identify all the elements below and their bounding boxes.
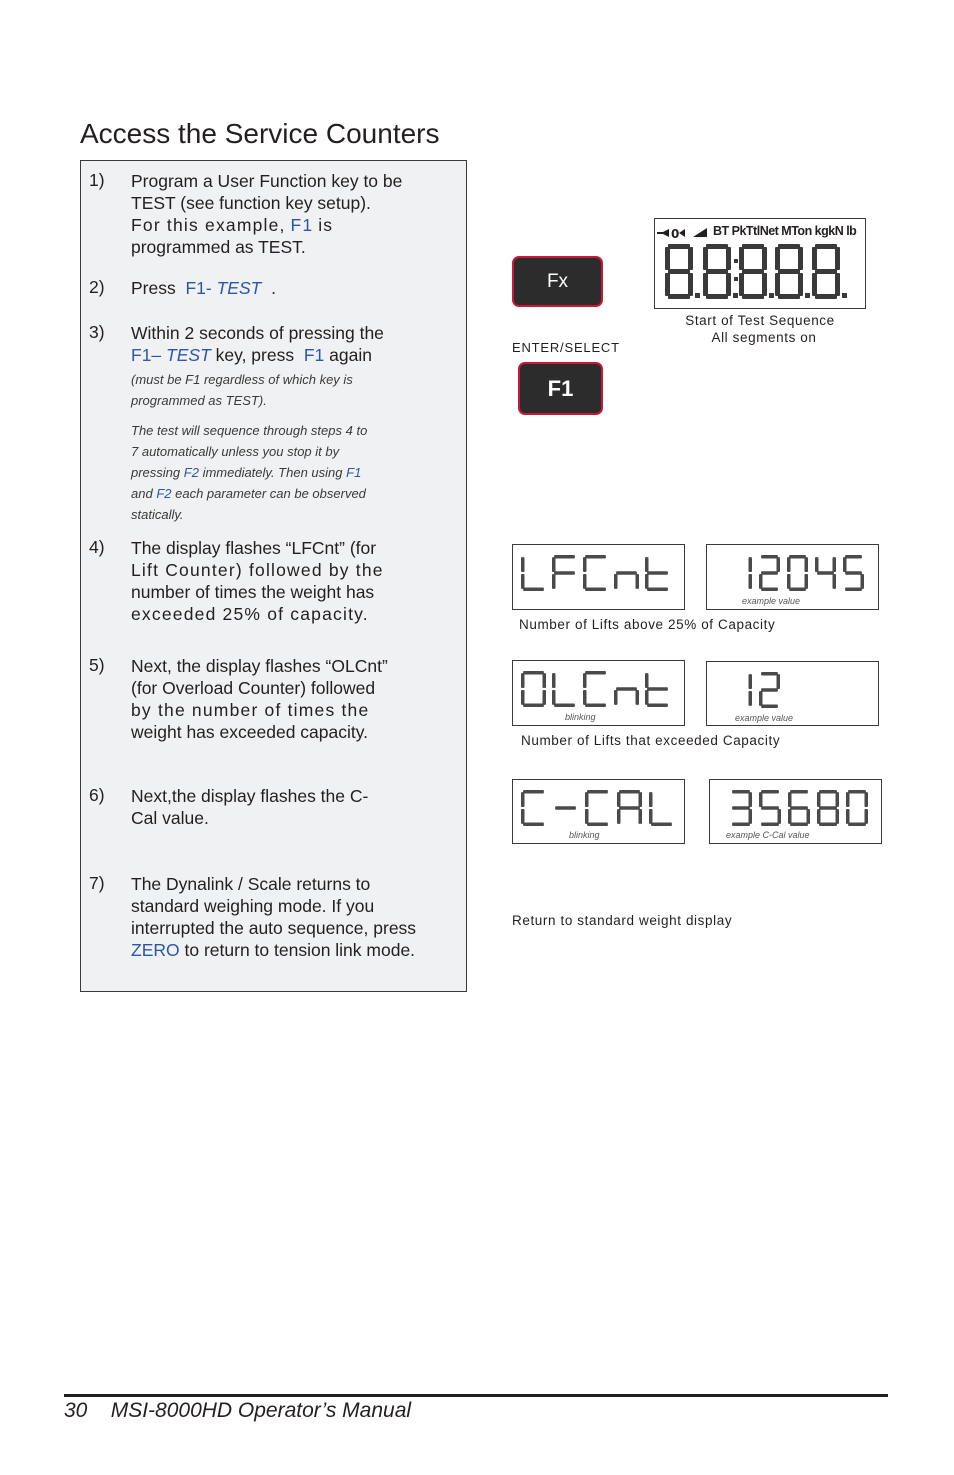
lcd-segment [749,792,753,807]
lcd-segment [543,673,547,688]
lcd-segment [778,809,782,824]
step-7-number: 7) [89,873,105,893]
lcd-segment [617,792,621,807]
lcd-segment [688,273,693,296]
decimal-point [769,293,774,298]
lcd-segment [523,588,544,592]
lcd-segment [805,574,809,589]
olcnt-display [512,660,685,726]
lcd-segment [523,671,544,675]
lcd-segment [815,244,837,249]
lcd-segment [817,792,821,807]
all-segments-display [654,218,866,309]
lcd-segment [732,790,750,794]
lcd-segment [777,674,781,689]
footer-rule [64,1394,888,1397]
lcd-segment [778,269,800,274]
lcd-segment [787,574,791,589]
decimal-point [842,293,847,298]
lcd-segment [762,247,767,270]
lcd-segment [845,571,862,575]
lcd-segment [521,557,525,572]
lcd-segment [587,790,608,794]
lcd-segment [616,571,637,575]
lcd-segment [585,704,606,708]
step-3-key1: F1– [131,345,162,365]
olcnt-value-display [706,661,879,726]
lcd-segment [817,809,821,824]
step-1-example: For this example, [131,215,286,235]
lcd-segment [732,823,750,827]
lcd-segment [521,574,525,589]
lcd-segment [833,574,837,589]
colon-dot [734,259,738,263]
step-6-text [131,785,416,829]
step-4-b: Lift Counter) followed by the [131,560,384,580]
lcd-segment [846,809,850,824]
lfcnt-value-display [706,544,879,610]
lcd-segment [732,806,750,810]
lcd-segment [647,704,668,708]
lcd-segment [703,273,708,296]
lfcnt-value-label: example value [742,596,801,606]
lcd-segment [815,294,837,299]
fx-key-label: Fx [546,270,569,292]
lcd-segment [552,574,556,589]
fx-key-icon [512,256,603,307]
lcd-segment [583,690,587,705]
lcd-segment [835,273,840,296]
lcd-segment [815,557,819,572]
lcd-segment [645,673,649,688]
step-4-d: exceeded 25% of capacity. [131,604,369,624]
lcd-segment [749,574,753,589]
olcnt-caption: Number of Lifts that exceeded Capacity [521,733,781,748]
lcd-segment [645,690,649,705]
page-number: 30 [64,1399,88,1422]
step-3-note-f2b: F2 [156,486,172,501]
lcd-segment [645,557,649,572]
lcd-segment [647,571,668,575]
olcnt-value-segments [707,662,880,727]
lcd-segment [761,806,779,810]
step-4-number: 4) [89,537,105,557]
step-3-note-f2: F2 [183,465,199,480]
lcd-segment [819,790,837,794]
lcd-segment [706,244,728,249]
lcd-segment [812,247,817,270]
step-2-period: . [271,278,276,298]
lcd-segment [703,247,708,270]
decimal-point [695,293,700,298]
ccal-blinking-label: blinking [569,830,600,840]
lcd-segment [798,273,803,296]
lcd-segment [552,673,556,688]
step-3-note-2 [131,420,376,525]
lcd-segment [846,792,850,807]
lcd-segment [636,690,640,705]
lcd-segment [775,273,780,296]
step-1-text [131,170,416,258]
step-7-zero-key: ZERO [131,940,180,960]
lcd-segment [778,244,800,249]
lcd-segment [762,273,767,296]
step-7-a: The Dynalink / Scale returns to standard weighing mode. If you interrupted the auto sequence, press [131,874,417,938]
lcd-segment [639,809,643,824]
ccal-value-label: example C-Cal value [726,830,810,840]
step-4-a: The display flashes “LFCnt” (for [131,538,377,558]
lcd-segment [583,673,587,688]
lcd-segment [798,247,803,270]
lcd-segment [543,690,547,705]
step-3-number: 3) [89,322,105,342]
lcd-segment [845,588,862,592]
lcd-segment [552,690,556,705]
lcd-segment [583,557,587,572]
lcd-segment [761,588,778,592]
page-title: Access the Service Counters [80,118,440,149]
lcd-segment [523,790,544,794]
return-caption: Return to standard weight display [512,913,733,928]
lcd-segment [585,588,606,592]
lcd-segment [521,792,525,807]
step-5-number: 5) [89,655,105,675]
step-1-number: 1) [89,170,105,190]
lcd-segment [742,269,764,274]
lcd-segment [865,792,869,807]
manual-title: MSI-8000HD Operator’s Manual [110,1399,412,1422]
olcnt-blinking-label: blinking [565,712,596,722]
lcd-segment [639,792,643,807]
step-2-number: 2) [89,277,105,297]
lcd-segment [742,244,764,249]
step-5-text [131,655,416,743]
lcd-segment [790,790,808,794]
ccal-display [512,779,685,844]
decimal-point [733,293,738,298]
lcd-segment [790,823,808,827]
step-1-key: F1 [290,215,314,235]
step-3-note-2b: immediately. Then using [202,465,343,480]
step-1-line3: programmed as TEST. [131,237,306,257]
lcd-segment [585,792,589,807]
lcd-segment [848,790,866,794]
lcd-segment [815,269,837,274]
annunciator-labels: BT PkTtlNet MTon kgkN lb [713,224,857,238]
step-3-mid: key, press [215,345,295,365]
decimal-point [805,293,810,298]
lcd-segment [775,247,780,270]
svg-text:0: 0 [671,227,680,241]
lcd-segment [619,790,640,794]
lcd-segment [645,574,649,589]
lcd-segment [833,557,837,572]
olcnt-value-label: example value [735,713,794,723]
lcd-segment [614,574,618,589]
lcd-segment [778,294,800,299]
lcd-segment [647,588,668,592]
lcd-segment [761,555,778,559]
lcd-segment [789,588,806,592]
lcd-segment [759,574,763,589]
step-5-c: by the number of times the [131,700,370,720]
lcd-segment [668,269,690,274]
step-3-note-2a: The test will sequence through steps 4 to 7 automatically unless you stop it by pressing [131,423,368,480]
lcd-segment [819,806,837,810]
lcd-segment [805,557,809,572]
lcd-segment [554,704,575,708]
lcd-segment [777,557,781,572]
lcd-segment [651,823,672,827]
start-caption-1: Start of Test Sequence [685,313,835,328]
step-3-mode: TEST [166,345,211,365]
ccal-value-display [709,779,882,844]
lfcnt-segments [513,545,686,611]
step-3-text [131,322,416,366]
step-3-key2: F1 [303,345,325,365]
lcd-segment [761,688,778,692]
lcd-segment [788,792,792,807]
step-3-note-2d: each parameter can be observed statically. [131,486,366,522]
lcd-segment [848,823,866,827]
step-2-mode: TEST [216,278,262,298]
lcd-segment [761,672,778,676]
footer [64,1399,411,1423]
step-3-end: again [329,345,372,365]
lcd-segment [521,690,525,705]
lcd-segment [616,687,637,691]
lcd-segment [739,273,744,296]
lcd-segment [523,704,544,708]
lcd-segment [742,294,764,299]
lcd-segment [668,244,690,249]
lcd-segment [649,792,653,807]
lcd-segment [749,691,753,706]
lcd-segment [552,557,556,572]
lcd-segment [817,571,834,575]
start-caption-2: All segments on [711,330,817,345]
step-6-number: 6) [89,785,105,805]
step-7-text [131,873,419,961]
step-5-d: weight has exceeded capacity. [131,722,369,742]
lcd-segment [523,823,544,827]
lcd-segment [585,555,606,559]
enter-select-label: ENTER/SELECT [512,340,620,355]
lcd-segment [665,247,670,270]
step-2-key: F1- [185,278,212,298]
lcd-segment [665,273,670,296]
lcd-segment [789,555,806,559]
lcd-segment [836,792,840,807]
lcd-segment [521,673,525,688]
lcd-segment [706,294,728,299]
lcd-segment [726,273,731,296]
lcd-segment [865,809,869,824]
lcd-segment [843,557,847,572]
lcd-segment [749,557,753,572]
step-6-a: Next,the display flashes the C- [131,786,369,806]
lcd-segment [649,809,653,824]
step-2-press: Press [131,278,176,298]
lcd-segment [761,823,779,827]
lcd-segment [554,555,575,559]
lcd-segment [749,809,753,824]
lcd-segment [617,809,621,824]
lfcnt-caption: Number of Lifts above 25% of Capacity [519,617,776,632]
lcd-segment [787,557,791,572]
step-5-b: (for Overload Counter) followed [131,678,376,698]
lcd-segment [726,247,731,270]
lcd-segment [739,247,744,270]
step-2-text [131,277,416,299]
step-1-is: is [318,215,334,235]
lcd-segment [749,674,753,689]
lcd-segment [555,806,576,810]
step-4-text [131,537,416,625]
lcd-segment [836,809,840,824]
lcd-segment [812,273,817,296]
lcd-segment [807,809,811,824]
step-7-b: to return to tension link mode. [184,940,416,960]
lcd-segment [587,823,608,827]
lcd-segment [554,571,575,575]
seven-segment-digits [655,219,867,310]
colon-dot [734,277,738,281]
lcd-segment [688,247,693,270]
lcd-segment [845,555,862,559]
lcd-segment [788,809,792,824]
f1-key-label: F1 [547,375,574,401]
lcd-segment [585,671,606,675]
lcd-segment [614,690,618,705]
lcd-segment [668,294,690,299]
lcd-segment [819,823,837,827]
lcd-segment [636,574,640,589]
lcd-segment [521,809,525,824]
step-1-line1: Program a User Function key to be TEST (see function key setup). [131,171,403,213]
f1-key-icon [518,362,603,415]
lcd-segment [759,792,763,807]
lcd-segment [583,574,587,589]
lcd-segment [647,687,668,691]
lcd-segment [759,691,763,706]
step-3-note-f1: F1 [346,465,362,480]
lcd-segment [861,574,865,589]
lcd-segment [706,269,728,274]
lcd-segment [761,571,778,575]
step-3-line1: Within 2 seconds of pressing the [131,323,384,343]
lcd-segment [790,806,808,810]
lcd-segment [585,809,589,824]
step-3-note-1: (must be F1 regardless of which key is programmed as TEST). [131,372,353,408]
lcd-segment [619,806,640,810]
step-5-a: Next, the display flashes “OLCnt” [131,656,388,676]
step-4-c: number of times the weight has [131,582,375,602]
step-6-b: Cal value. [131,808,209,828]
lcd-segment [835,247,840,270]
lfcnt-display [512,544,685,610]
lcd-segment [761,790,779,794]
step-3-note-2c: and [131,486,153,501]
lcd-segment [761,705,778,709]
olcnt-segments [513,661,686,727]
